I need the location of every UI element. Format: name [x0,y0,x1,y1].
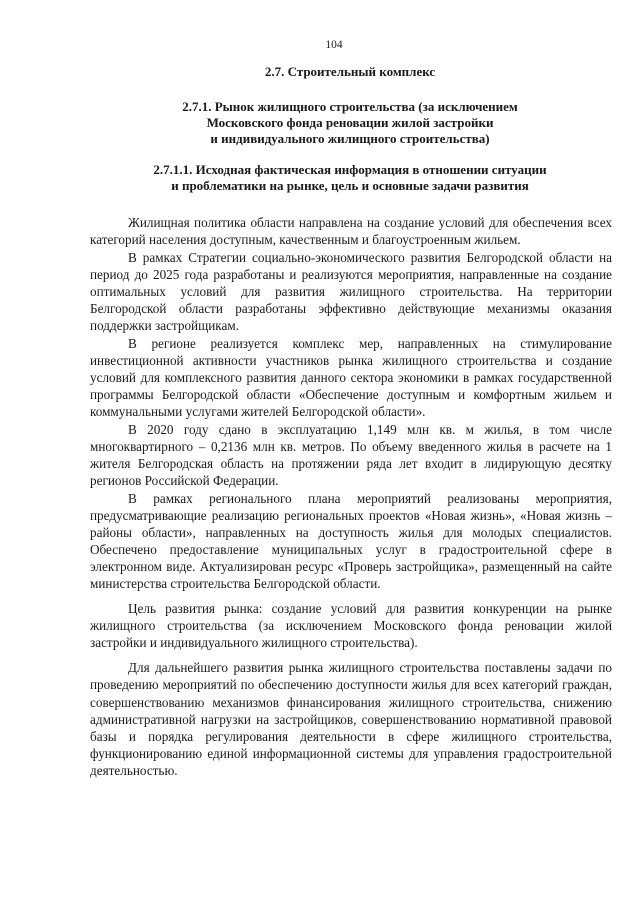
paragraph-regional-projects: В рамках регионального плана мероприятий реализованы мероприятия, предусматривающие реализацию региональных проектов «Новая жизнь», «Новая жизнь – районы области», направленных на доступность жилья для молодых специалистов. Обеспечено предоставление муниципальных услуг в градостроительной сфере в электронном виде. Актуализирован ресурс «Проверь застройщика», размещенный на сайте министерства строительства Белгородской области. [90,490,612,591]
paragraph-2020-results: В 2020 году сдано в эксплуатацию 1,149 млн кв. м жилья, в том числе многоквартирного – 0,2136 млн кв. метров. По объему введенного жилья в расчете на 1 жителя Белгородская область на протяжении ряда лет входит в лидирующую десятку регионов Российской Федерации. [90,421,612,488]
paragraph-measures: В регионе реализуется комплекс мер, направленных на стимулирование инвестиционной активности участников рынка жилищного строительства и создание условий для комплексного развития данного сектора экономики в рамках государственной программы Белгородской области «Обеспечение доступным и комфортным жильем и коммунальными услугами жителей Белгородской области». [90,335,612,420]
subsubsection-title-line: и проблематики на рынке, цель и основные задачи развития [171,178,529,193]
paragraph-tasks: Для дальнейшего развития рынка жилищного строительства поставлены задачи по проведению мероприятий по обеспечению доступности жилья для всех категорий граждан, совершенствованию механизмов финансирования жилищного строительства, снижению административной нагрузки на застройщиков, совершенствованию нормативной правовой базы и порядка регулирования деятельности в сфере жилищного строительства, функционированию единой информационной системы для управления градостроительной деятельностью. [90,660,612,778]
subsection-title-line: Московского фонда реновации жилой застройки [206,115,494,130]
subsection-title-line: и индивидуального жилищного строительства) [210,131,490,146]
subsection-title [90,99,610,147]
paragraph-strategy: В рамках Стратегии социально-экономического развития Белгородской области на период до 2025 года разработаны и реализуются мероприятия, направленные на создание оптимальных условий для развития жилищного строительства. На территории Белгородской области разработаны эффективно действующие механизмы оказания поддержки застройщикам. [90,249,612,334]
subsubsection-title-line: 2.7.1.1. Исходная фактическая информация в отношении ситуации [153,162,547,177]
document-body [90,214,612,779]
page-number: 104 [325,39,343,51]
paragraph-housing-policy: Жилищная политика области направлена на создание условий для обеспечения всех категорий населения доступным, качественным и благоустроенным жильем. [90,215,612,248]
subsubsection-title [90,162,610,194]
section-title: 2.7. Строительный комплекс [264,64,436,79]
paragraph-market-goal: Цель развития рынка: создание условий для развития конкуренции на рынке жилищного строительства (за исключением Московского фонда реновации жилой застройки и индивидуального жилищного строительства). [90,601,612,651]
subsection-title-line: 2.7.1. Рынок жилищного строительства (за исключением [182,99,518,114]
